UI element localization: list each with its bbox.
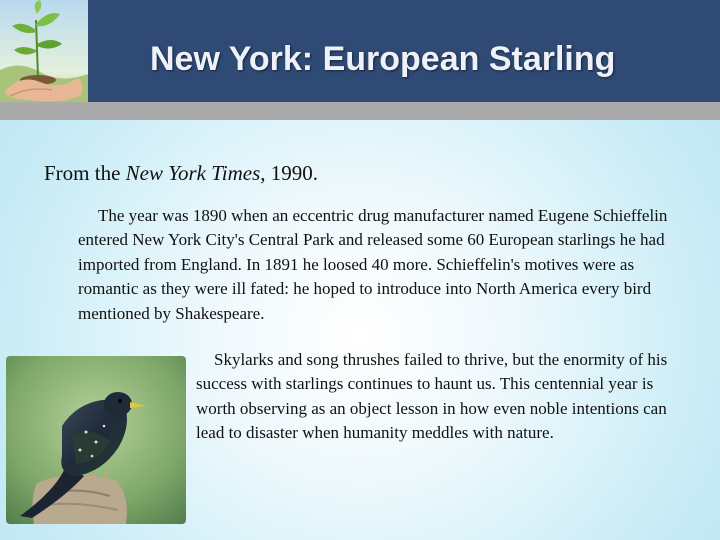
paragraph-consequences: Skylarks and song thrushes failed to thrive, but the enormity of his success with starlings continues to haunt us. This centennial year is worth observing as an object lesson in how even noble intentions can lead to disaster when humanity meddles with nature. (196, 350, 668, 443)
source-suffix: , 1990. (260, 161, 319, 185)
paragraph-history: The year was 1890 when an eccentric drug manufacturer named Eugene Schieffelin entered New York City's Central Park and released some 60 European starlings he had imported from England. In 1891 he loosed 40 more. Schieffelin's motives were as romantic as they were ill fated: he hoped to introduce into North America every bird mentioned by Shakespeare. (78, 206, 668, 323)
title-bar (0, 0, 720, 102)
slide-title: New York: European Starling (150, 40, 616, 78)
source-publication: New York Times (125, 161, 261, 185)
separator-band (0, 102, 720, 120)
starling-photo (6, 356, 186, 524)
source-prefix: From the (44, 161, 126, 185)
seedling-in-hands-image (0, 0, 88, 102)
source-citation (44, 158, 684, 188)
